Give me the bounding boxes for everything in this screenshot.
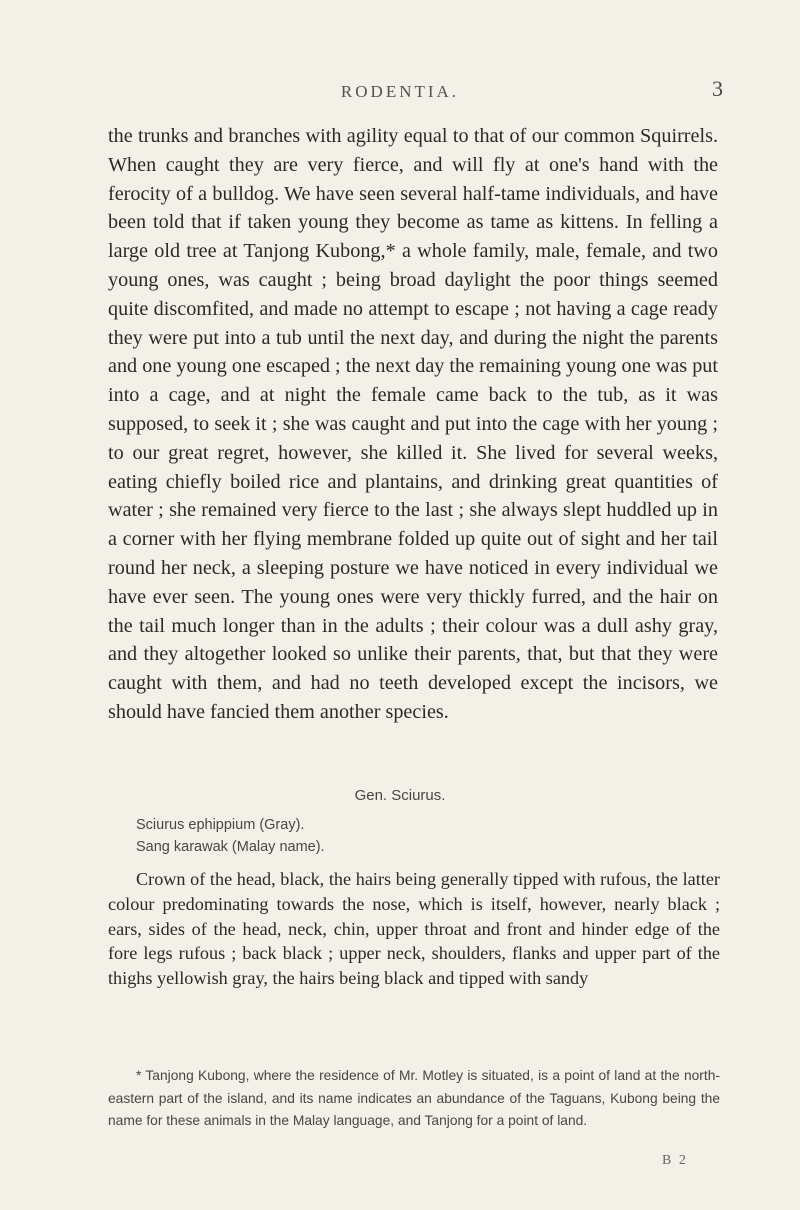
genus-heading: Gen. Sciurus. — [354, 787, 446, 804]
footnote — [108, 1065, 720, 1133]
running-head: RODENTIA. — [340, 82, 460, 101]
species-description-text: Crown of the head, black, the hairs being generally tipped with rufous, the latter colour predominating towards the nose, which is itself, however, nearly black ; ears, sides of the head, neck, chin, upper throat and front and hinder edge of the fore legs rufous ; back black ; upper neck, shoulders, flanks and upper part of the thighs yellowish gray, the hairs being black and tipped with sandy — [108, 869, 720, 989]
species-scientific-name: Sciurus ephippium (Gray). — [136, 817, 305, 833]
main-paragraph — [108, 122, 718, 727]
signature-mark: B 2 — [662, 1153, 688, 1168]
species-local-name: Sang karawak (Malay name). — [136, 839, 325, 855]
page-number: 3 — [712, 76, 723, 101]
footnote-text: * Tanjong Kubong, where the residence of Mr. Motley is situated, is a point of land at the north-eastern part of the island, and its name indicates an abundance of the Taguans, Kubong being the name for these animals in the Malay language, and Tanjong for a point of land. — [108, 1068, 720, 1129]
main-paragraph-text: the trunks and branches with agility equal to that of our common Squirrels. When caught they are very fierce, and will fly at one's hand with the ferocity of a bulldog. We have seen several half-tame individuals, and have been told that if taken young they become as tame as kittens. In felling a large old tree at Tanjong Kubong,* a whole family, male, female, and two young ones, was caught ; being broad daylight the poor things seemed quite discomfited, and made no attempt to escape ; not having a cage ready they were put into a tub until the next day, and during the night the parents and one young one escaped ; the next day the remaining young one was put into a cage, and at night the female came back to the tub, as it was supposed, to seek it ; she was caught and put into the cage with her young ; to our great regret, however, she killed it. She lived for several weeks, eating chiefly boiled rice and plantains, and drinking great quantities of water ; she remained very fierce to the last ; she always slept huddled up in a corner with her flying membrane folded up quite out of sight and her tail round her neck, a sleeping posture we have noticed in every individual we have ever seen. The young ones were very thickly furred, and the hair on the tail much longer than in the adults ; their colour was a dull ashy gray, and they altogether looked so unlike their parents, that, but that they were caught with them, and had no teeth developed except the incisors, we should have fancied them another species. — [108, 125, 718, 723]
species-description — [108, 867, 720, 991]
